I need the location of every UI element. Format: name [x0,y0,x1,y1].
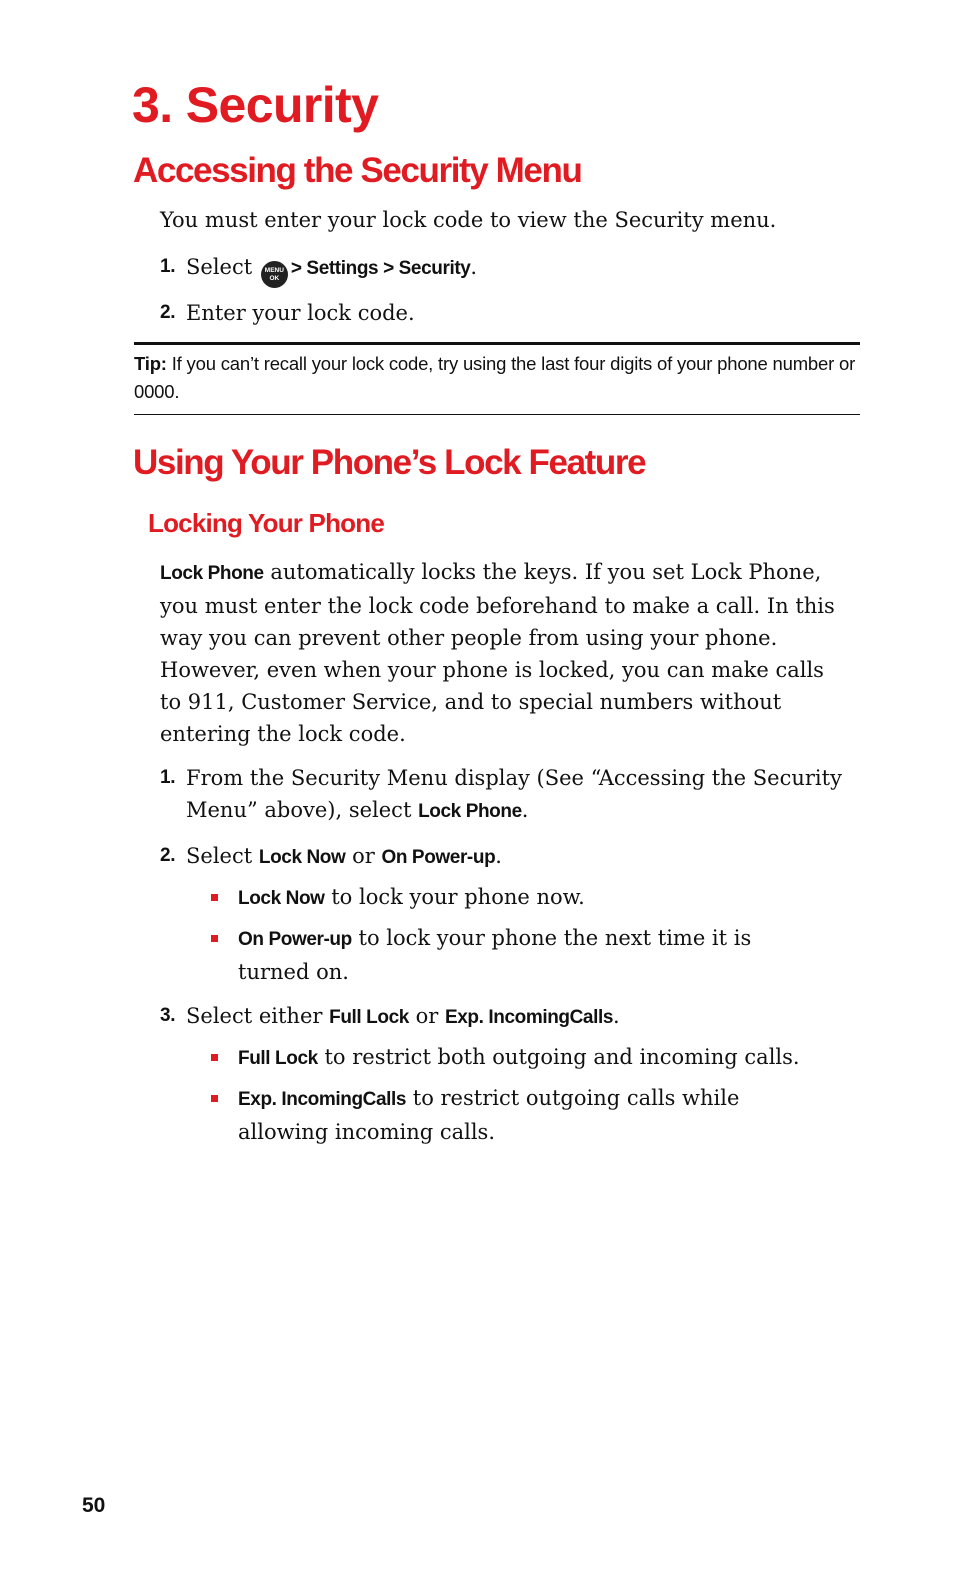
step-label: Select [186,255,253,279]
step-number: 2. [160,845,176,866]
page-number: 50 [82,1494,106,1517]
tip-bottom-rule [134,414,860,415]
tip-label: Tip: [134,353,167,374]
section-heading-lock-feature: Using Your Phone’s Lock Feature [133,443,646,482]
chapter-title: 3. Security [132,77,379,133]
step-text [186,840,846,874]
step-text [186,762,846,828]
subsection-heading-locking: Locking Your Phone [148,508,384,538]
bullet-text: to restrict both outgoing and incoming calls. [324,1045,800,1069]
step-or: or [415,1004,439,1028]
bullet-marker [211,1054,218,1061]
tip-top-rule [134,342,860,345]
bullet-marker [211,935,218,942]
step-label: Select [186,844,253,868]
icon-label-menu: MENU [264,267,284,274]
bullet-term: Full Lock [238,1048,318,1069]
bullet-text: to restrict outgoing calls while allowing incoming calls. [238,1086,740,1144]
step-number: 2. [160,302,176,323]
bullet-text: to lock your phone now. [331,885,585,909]
step-text [186,251,846,288]
bullet-term: Exp. IncomingCalls [238,1089,407,1110]
step-punct: . [613,1004,620,1028]
bullet-term: On Power-up [238,929,352,950]
step-punct: . [521,798,529,822]
bullet-item [238,1041,838,1075]
option-full-lock: Full Lock [329,1007,409,1028]
step-text: Enter your lock code. [186,301,415,325]
menu-path: > Settings > Security [290,258,471,279]
tip-text: If you can’t recall your lock code, try using the last four digits of your phone number or 0000. [134,353,856,402]
step-number: 3. [160,1005,176,1026]
step-punct: . [495,844,502,868]
option-lock-now: Lock Now [258,847,346,868]
step-label: Select either [186,1004,323,1028]
option-on-power-up: On Power-up [381,847,496,868]
bullet-item [238,881,838,915]
section-heading-accessing: Accessing the Security Menu [133,151,582,190]
step-label: From the Security Menu display (See “Accessing the Security Menu” above), select [186,766,842,822]
option-exp-incoming-calls: Exp. IncomingCalls [444,1007,614,1028]
lock-phone-desc-text: automatically locks the keys. If you set Lock Phone, you must enter the lock code beforehand to make a call. In this way you can prevent other people from using your phone. However, even when your phone is locked, you can make calls to 911, Customer Service, and to special numbers without entering the lock code. [160,560,835,746]
step-number: 1. [160,767,176,788]
step-text [186,1000,846,1034]
bullet-term: Lock Now [238,888,325,909]
bullet-item [238,922,798,988]
bullet-marker [211,1095,218,1102]
bullet-text: to lock your phone the next time it is turned on. [238,926,752,984]
bullet-item [238,1082,798,1148]
option-lock-phone: Lock Phone [418,801,522,822]
lock-phone-description [160,556,850,750]
lock-phone-term: Lock Phone [160,563,264,584]
menu-ok-key-icon [261,261,288,288]
intro-text: You must enter your lock code to view the Security menu. [160,208,777,232]
bullet-marker [211,894,218,901]
icon-label-ok: OK [269,275,280,282]
step-number: 1. [160,256,176,277]
tip-box [134,350,860,406]
step-punct: . [470,255,478,279]
step-or: or [352,844,375,868]
